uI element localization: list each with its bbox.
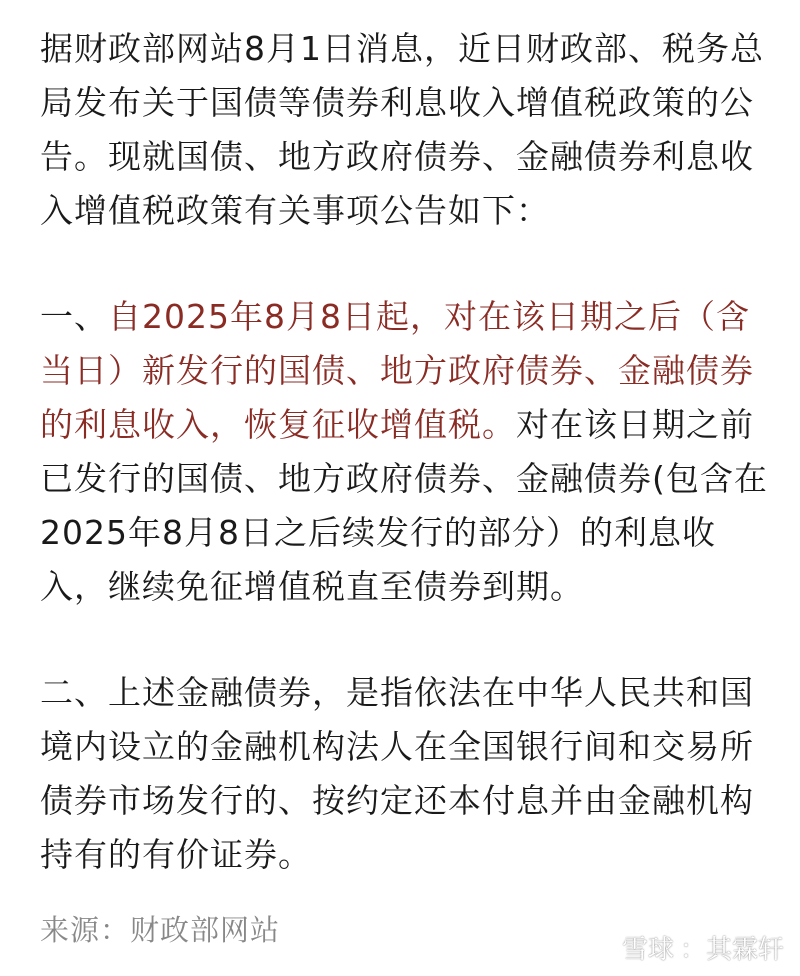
watermark: [580, 930, 784, 970]
item-one-highlight: 自2025年8月8日起，对在该日期之后（含当日）新发行的国债、地方政府债券、金融债券的利息收入，恢复征收增值税。: [40, 297, 754, 444]
watermark-brand: 雪球: [621, 935, 674, 965]
watermark-author: ：其霖轩: [679, 935, 784, 965]
item-one-rest: 对在该日期之前已发行的国债、地方政府债券、金融债券(包含在2025年8月8日之后续发行的部分）的利息收入，继续免征增值税直至债券到期。: [40, 405, 768, 606]
item-one-paragraph: [40, 290, 770, 614]
intro-paragraph: 据财政部网站8月1日消息，近日财政部、税务总局发布关于国债等债券利息收入增值税政策的公告。现就国债、地方政府债券、金融债券利息收入增值税政策有关事项公告如下：: [40, 29, 764, 230]
article-body: [40, 22, 770, 934]
snowball-logo-icon: [580, 932, 616, 968]
item-one-prefix: 一、: [40, 297, 108, 336]
item-two-paragraph: 二、上述金融债券，是指依法在中华人民共和国境内设立的金融机构法人在全国银行间和交易所债券市场发行的、按约定还本付息并由金融机构持有的有价证券。: [40, 673, 754, 874]
source-line: 来源：财政部网站: [40, 913, 281, 947]
